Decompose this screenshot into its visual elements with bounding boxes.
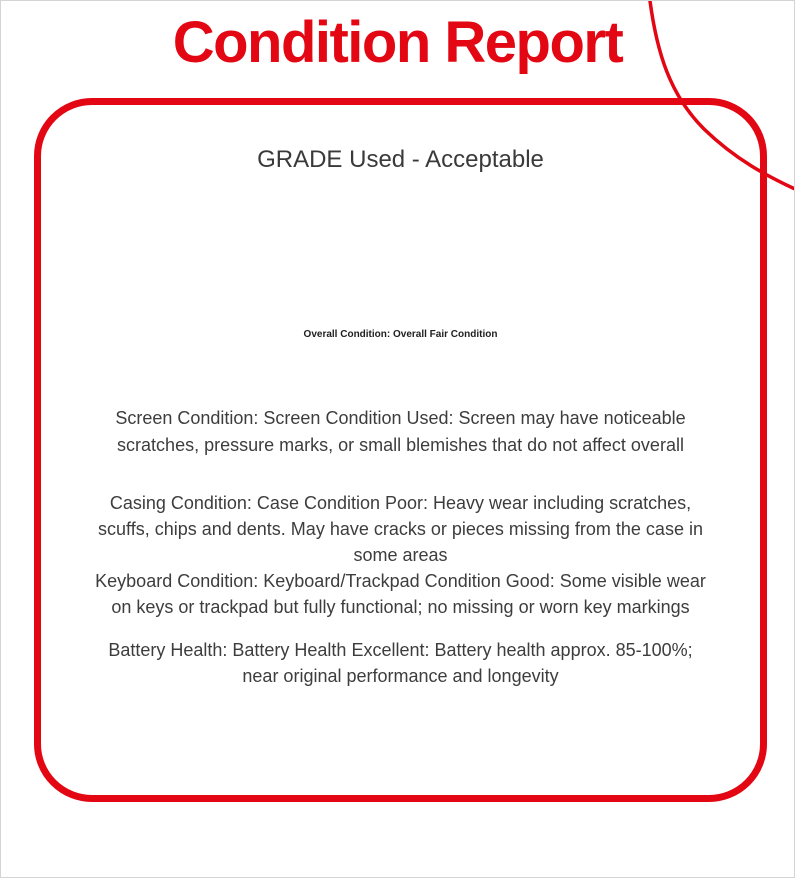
battery-health-line: Battery Health: Battery Health Excellent: Battery health approx. 85-100%; [108, 640, 693, 660]
keyboard-condition-paragraph [41, 568, 760, 620]
casing-condition-paragraph [41, 490, 760, 568]
screen-condition-paragraph [41, 405, 760, 459]
screen-condition-line: scratches, pressure marks, or small blemishes that do not affect overall [117, 435, 684, 455]
report-body-frame [34, 98, 767, 802]
casing-condition-line: Casing Condition: Case Condition Poor: Heavy wear including scratches, [109, 493, 692, 513]
casing-condition-line: scuffs, chips and dents. May have cracks or pieces missing from the case in [98, 519, 703, 539]
report-title: Condition Report [172, 10, 623, 75]
overall-condition-text: Overall Condition: Overall Fair Condition [303, 329, 498, 340]
battery-health-line: near original performance and longevity [242, 666, 559, 686]
grade-heading: GRADE Used - Acceptable [257, 146, 544, 173]
screen-condition-line: Screen Condition: Screen Condition Used: Screen may have noticeable [115, 408, 686, 428]
casing-condition-line: some areas [353, 545, 448, 565]
keyboard-condition-line: on keys or trackpad but fully functional; no missing or worn key markings [111, 597, 690, 617]
keyboard-condition-line: Keyboard Condition: Keyboard/Trackpad Condition Good: Some visible wear [95, 571, 706, 591]
battery-health-paragraph [41, 637, 760, 689]
